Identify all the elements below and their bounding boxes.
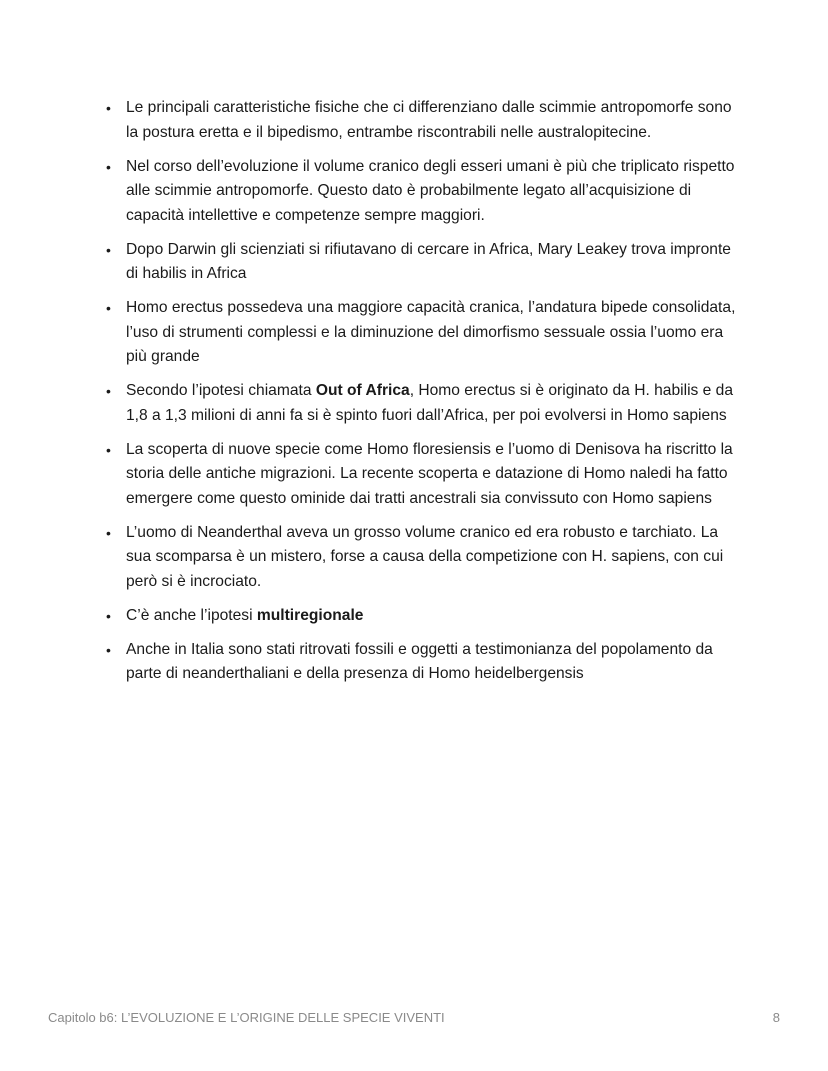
bullet-dot-icon: • — [106, 607, 111, 624]
page-footer — [48, 1010, 780, 1025]
bullet-item-6 — [0, 438, 828, 512]
bullet-text: Dopo Darwin gli scienziati si rifiutavano di cercare in Africa, Mary Leakey trova impronte di habilis in Africa — [126, 240, 731, 282]
bullet-text: Homo erectus possedeva una maggiore capacità cranica, l’andatura bipede consolidata, l’uso di strumenti complessi e la diminuzione del dimorfismo sessuale ossia l’uomo era più grande — [126, 299, 736, 365]
page-body — [0, 96, 828, 696]
bullet-dot-icon: • — [106, 524, 111, 541]
bold-term-out-of-africa: Out of Africa — [315, 382, 410, 399]
bullet-text: La scoperta di nuove specie come Homo floresiensis e l’uomo di Denisova ha riscritto la storia delle antiche migrazioni. La recente scoperta e datazione di Homo naledi ha fatto emergere come questo ominide dai tratti ancestrali sia convissuto con Homo sapiens — [126, 440, 733, 507]
footer-chapter-title: Capitolo b6: L’EVOLUZIONE E L’ORIGINE DELLE SPECIE VIVENTI — [48, 1010, 445, 1025]
bullet-list — [0, 96, 828, 687]
bullet-text: L’uomo di Neanderthal aveva un grosso volume cranico ed era robusto e tarchiato. La sua scomparsa è un mistero, forse a causa della competizione con H. sapiens, con cui però si è incrociato. — [126, 523, 724, 590]
bold-term-multiregionale: multiregionale — [256, 606, 364, 624]
bullet-item-5 — [0, 379, 828, 428]
bullet-dot-icon: • — [106, 241, 111, 258]
bullet-item-7 — [0, 521, 828, 595]
bullet-text: Le principali caratteristiche fisiche che ci differenziano dalle scimmie antropomorfe sono la postura eretta e il bipedismo, entrambe riscontrabili nelle australopitecine. — [126, 99, 732, 141]
bullet-text: Secondo l’ipotesi chiamata — [126, 382, 316, 399]
bullet-dot-icon: • — [106, 100, 111, 116]
bullet-item-1 — [0, 96, 828, 145]
bullet-dot-icon: • — [106, 641, 111, 658]
bullet-item-9 — [0, 638, 828, 687]
page-number: 8 — [772, 1010, 780, 1025]
bullet-text: , Homo erectus si è originato da H. habilis e da 1,8 a 1,3 milioni di anni fa si è spinto fuori dall’Africa, per poi evolversi in Homo sapiens — [126, 382, 734, 424]
bullet-dot-icon: • — [106, 158, 111, 175]
bullet-text: Anche in Italia sono stati ritrovati fossili e oggetti a testimonianza del popolamento da parte di neanderthaliani e della presenza di Homo heidelbergensis — [126, 640, 713, 682]
bullet-item-4 — [0, 296, 828, 370]
bullet-dot-icon: • — [106, 300, 111, 316]
bullet-text: C’è anche l’ipotesi — [126, 606, 257, 624]
bullet-item-3 — [0, 238, 828, 287]
bullet-dot-icon: • — [106, 441, 111, 458]
bullet-item-8 — [0, 604, 828, 629]
bullet-text: Nel corso dell’evoluzione il volume cranico degli esseri umani è più che triplicato rispetto alle scimmie antropomorfe. Questo dato è probabilmente legato all’acquisizione di capacità intellettive e competenze sempre maggiori. — [126, 157, 735, 224]
bullet-item-2 — [0, 155, 828, 229]
bullet-dot-icon: • — [106, 383, 111, 399]
